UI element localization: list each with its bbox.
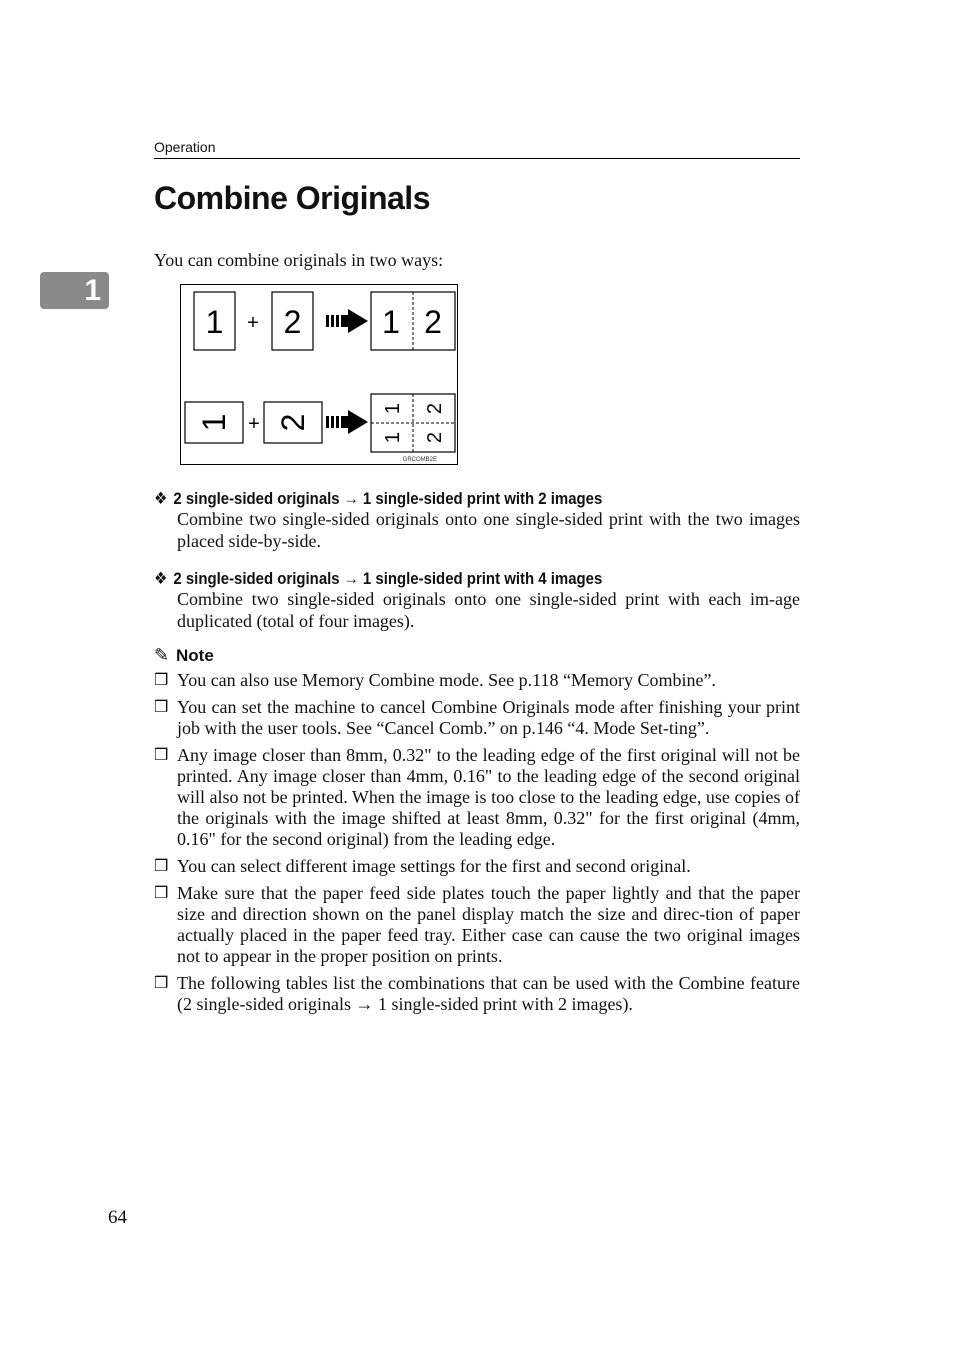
row1-plus: + xyxy=(247,312,259,334)
section-heading-text: 2 single-sided originals → 1 single-sided print with 2 images xyxy=(173,489,603,508)
note-item-text: Any image closer than 8mm, 0.32" to the leading edge of the first original will not be printed. Any image closer than 4mm, 0.16" to the leading edge of the second original will also not be printed. When the image is too close to the leading edge, use copies of the originals with the image shifted at least 8mm, 0.32" for the first original (4mm, 0.16" for the second original) from the leading edge. xyxy=(177,745,800,849)
intro-text: You can combine originals in two ways: xyxy=(154,250,444,270)
row2-result-label-2: 2 xyxy=(424,402,446,415)
checkbox-bullet-icon: ❒ xyxy=(154,975,169,992)
checkbox-bullet-icon: ❒ xyxy=(154,858,169,875)
note-heading-text: Note xyxy=(176,646,214,665)
section-body: Combine two single-sided originals onto one single-sided print with the two images placed side-by-side. xyxy=(177,509,800,551)
row2-plus: + xyxy=(248,413,260,435)
row2-result-label-3: 1 xyxy=(382,431,404,444)
note-item-text: Make sure that the paper feed side plates touch the paper lightly and that the paper size and direction shown on the panel display match the size and direc-tion of paper actually placed in the paper feed tray. Either case can cause the two original images not to appear in the proper position on prints. xyxy=(177,883,800,966)
note-item xyxy=(154,697,800,739)
checkbox-bullet-icon: ❒ xyxy=(154,699,169,716)
pencil-icon: ✎ xyxy=(154,645,170,665)
diamond-bullet-icon: ❖ xyxy=(154,569,168,588)
header-rule xyxy=(154,158,800,159)
section-four-images xyxy=(154,569,800,632)
note-item xyxy=(154,856,800,877)
row2-original-2-label: 2 xyxy=(275,413,311,432)
diamond-bullet-icon: ❖ xyxy=(154,489,168,508)
diagram-code: GRCOMB2E xyxy=(402,457,437,463)
note-item xyxy=(154,670,800,691)
note-list xyxy=(154,670,800,1021)
page-number: 64 xyxy=(108,1207,127,1228)
note-item xyxy=(154,973,800,1015)
row1-arrow-icon xyxy=(326,309,368,333)
section-heading-text: 2 single-sided originals → 1 single-sided print with 4 images xyxy=(173,569,603,588)
note-item xyxy=(154,883,800,967)
note-item xyxy=(154,745,800,850)
running-header: Operation xyxy=(154,139,216,155)
section-heading xyxy=(154,569,722,589)
row2-result-label-4: 2 xyxy=(424,431,446,444)
page-title: Combine Originals xyxy=(154,180,430,216)
section-heading xyxy=(154,489,722,509)
section-body: Combine two single-sided originals onto one single-sided print with each im-age duplicated (total of four images). xyxy=(177,589,800,631)
note-item-text: The following tables list the combinations that can be used with the Combine feature (2 single-sided originals → 1 single-sided print with 2 images). xyxy=(177,973,800,1014)
checkbox-bullet-icon: ❒ xyxy=(154,885,169,902)
checkbox-bullet-icon: ❒ xyxy=(154,747,169,764)
note-item-text: You can also use Memory Combine mode. See p.118 “Memory Combine”. xyxy=(177,670,716,690)
combine-diagram xyxy=(180,284,458,465)
chapter-tab xyxy=(40,272,109,309)
row1-result-label-1: 1 xyxy=(382,304,400,340)
row1-original-2-label: 2 xyxy=(283,304,302,340)
chapter-number: 1 xyxy=(84,274,101,307)
checkbox-bullet-icon: ❒ xyxy=(154,672,169,689)
row1-original-1-label: 1 xyxy=(205,304,224,340)
note-item-text: You can select different image settings for the first and second original. xyxy=(177,856,691,876)
row2-original-1-label: 1 xyxy=(196,413,232,432)
section-two-images xyxy=(154,489,800,552)
note-heading xyxy=(154,645,214,666)
row1-result-label-2: 2 xyxy=(424,304,442,340)
row2-result-label-1: 1 xyxy=(382,402,404,415)
row2-arrow-icon xyxy=(326,410,368,434)
note-item-text: You can set the machine to cancel Combine Originals mode after finishing your print job with the user tools. See “Cancel Comb.” on p.146 “4. Mode Set-ting”. xyxy=(177,697,800,738)
